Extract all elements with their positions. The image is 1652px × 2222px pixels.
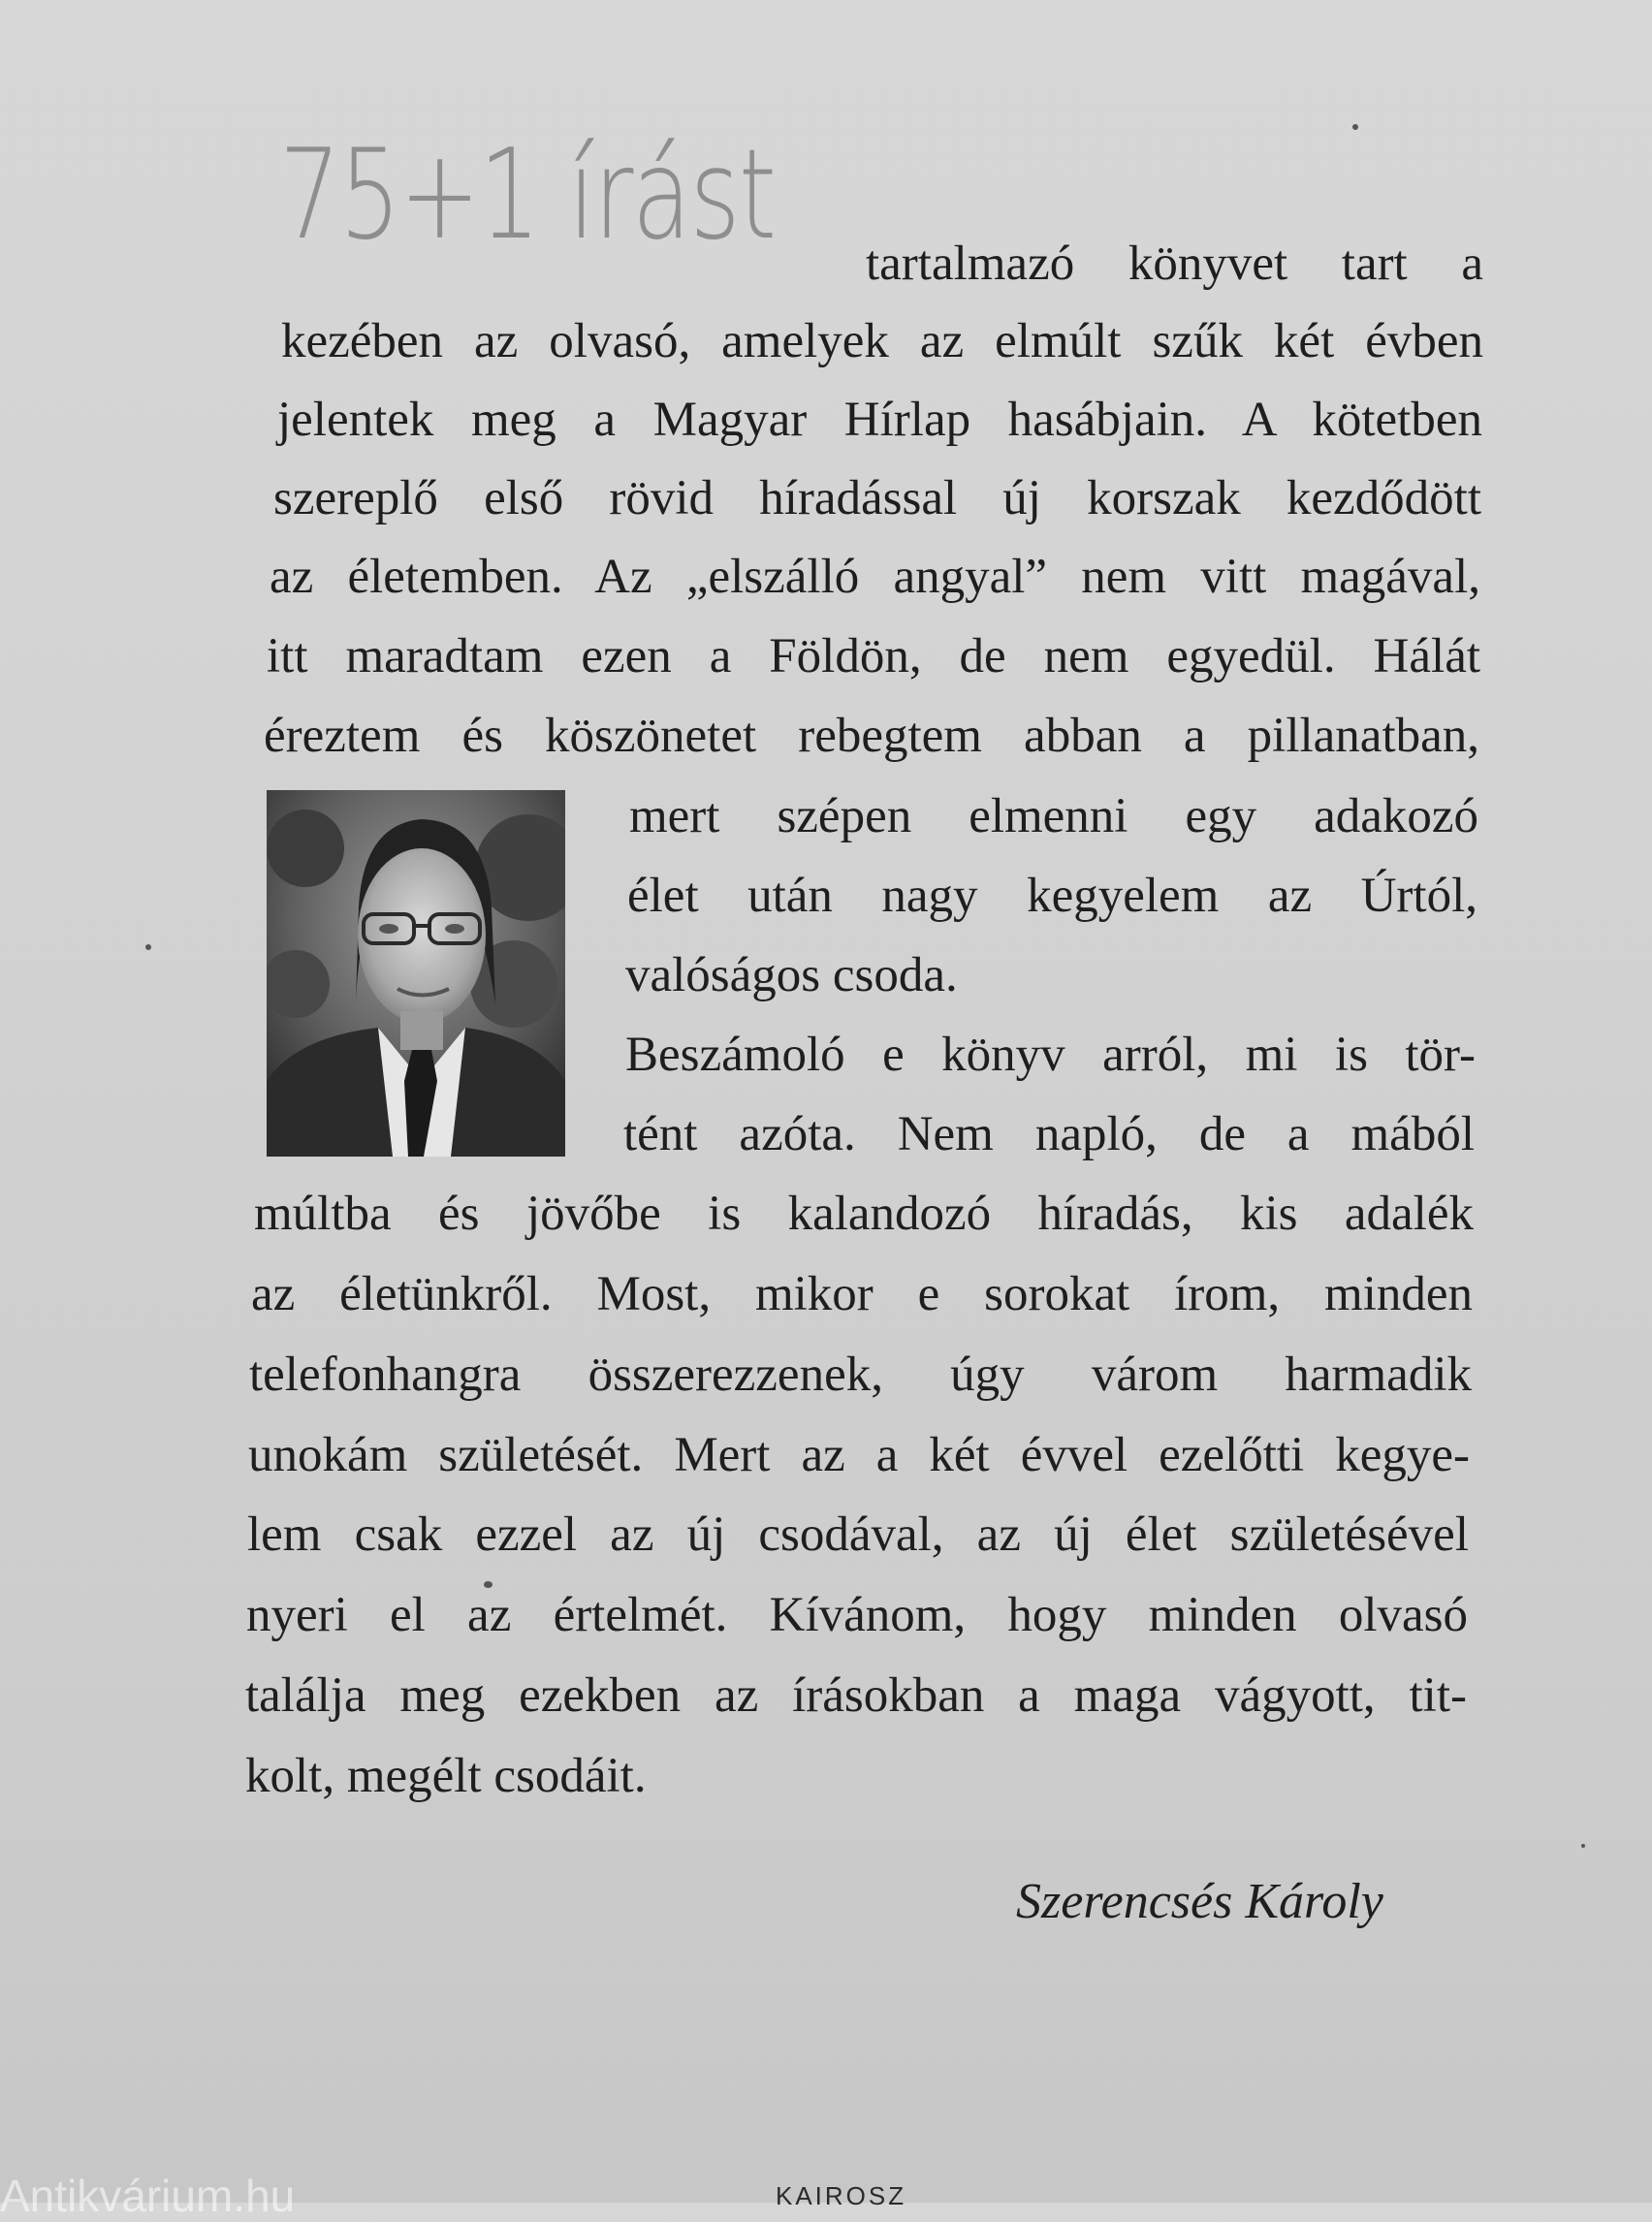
text-line: itt maradtam ezen a Földön, de nem egyedül. Hálát (267, 629, 1480, 683)
text-line: éreztem és köszönetet rebegtem abban a pillanatban, (264, 709, 1479, 763)
text-line: élet után nagy kegyelem az Úrtól, (627, 869, 1477, 923)
dust-speck (145, 944, 151, 950)
dust-speck (1352, 124, 1358, 130)
heading-number: 75+1 írást (279, 123, 776, 268)
portrait-image (267, 790, 565, 1157)
text-line: kezében az olvasó, amelyek az elmúlt szűk két évben (281, 314, 1483, 368)
author-portrait (267, 790, 565, 1157)
text-line: lem csak ezzel az új csodával, az új élet születésével (247, 1508, 1469, 1562)
text-line: Beszámoló e könyv arról, mi is tör- (625, 1028, 1476, 1082)
text-line: találja meg ezekben az írásokban a maga vágyott, tit- (245, 1668, 1467, 1723)
text-line: nyeri el az értelmét. Kívánom, hogy minden olvasó (246, 1588, 1468, 1642)
text-line: telefonhangra összerezzenek, úgy várom harmadik (249, 1348, 1472, 1402)
text-line: mert szépen elmenni egy adakozó (629, 789, 1478, 843)
publisher-name: KAIROSZ (776, 2181, 907, 2210)
text-line: tént azóta. Nem napló, de a mából (623, 1107, 1475, 1161)
dust-speck (1581, 1844, 1585, 1848)
text-line: múltba és jövőbe is kalandozó híradás, kis adalék (254, 1187, 1474, 1241)
text-line: szereplő első rövid híradással új korszak kezdődött (273, 471, 1481, 525)
watermark: Antikvárium.hu (0, 2171, 296, 2221)
text-line: az életünkről. Most, mikor e sorokat írom, minden (251, 1267, 1473, 1321)
text-line: az életemben. Az „elszálló angyal” nem vitt magával, (270, 550, 1480, 604)
text-line: valóságos csoda. (625, 948, 958, 1002)
text-line: jelentek meg a Magyar Hírlap hasábjain. A kötetben (277, 393, 1482, 447)
text-line: unokám születését. Mert az a két évvel ezelőtti kegye- (248, 1428, 1470, 1482)
text-line: tartalmazó könyvet tart a (866, 237, 1483, 291)
dust-speck (484, 1581, 492, 1588)
author-signature: Szerencsés Károly (1016, 1874, 1383, 1929)
text-line: kolt, megélt csodáit. (245, 1749, 647, 1803)
